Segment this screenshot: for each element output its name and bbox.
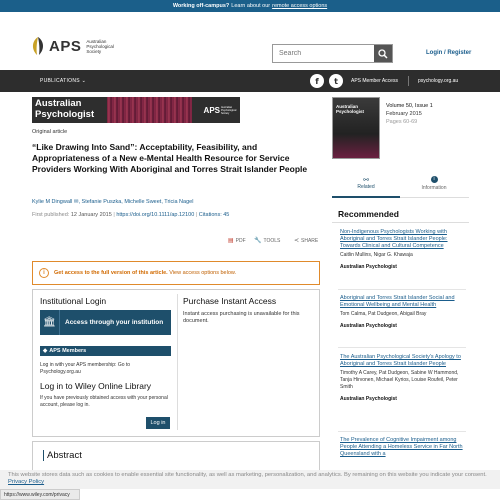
article-title: “Like Drawing Into Sand”: Acceptability, Feasibility, and Appropriateness of a New e‐Mental Health Resource for Service Providers Working With Aboriginal and Torres Strait Islander People bbox=[32, 142, 308, 174]
info-icon: i bbox=[39, 268, 49, 278]
nav-bar bbox=[0, 70, 500, 92]
privacy-policy-link[interactable]: Privacy Policy bbox=[8, 479, 45, 485]
log-in-button[interactable]: Log in bbox=[146, 417, 170, 429]
recommended-list bbox=[332, 222, 469, 472]
cover-title-line: Australian bbox=[336, 104, 359, 109]
recommended-item bbox=[340, 354, 465, 402]
recommended-title-link[interactable]: Aboriginal and Torres Strait Islander Social and Emotional Wellbeing and Mental Health bbox=[340, 295, 455, 308]
recommended-title-link[interactable]: The Prevalence of Cognitive Impairment among People Attending a Homeless Service in Far North Queensland with a bbox=[340, 437, 463, 457]
tools-button[interactable] bbox=[254, 237, 280, 244]
aps-logo[interactable] bbox=[30, 36, 114, 56]
share-label: SHARE bbox=[301, 237, 319, 244]
member-login-text: Log in with your APS membership: Go to Psychology.org.au bbox=[40, 362, 131, 375]
institutional-login-heading: Institutional Login bbox=[40, 296, 107, 306]
tab-related-label: Related bbox=[357, 184, 375, 190]
login-register-link[interactable]: Login / Register bbox=[426, 50, 472, 56]
banner-pattern bbox=[107, 97, 192, 123]
banner-aps-logo: APS bbox=[203, 106, 220, 115]
issue-info bbox=[386, 102, 433, 126]
first-published-date: 12 January 2015 bbox=[70, 212, 112, 218]
publications-menu[interactable]: PUBLICATIONS ⌄ bbox=[40, 78, 87, 84]
sidebar-tabs bbox=[332, 174, 469, 198]
info-separator: | bbox=[113, 212, 115, 218]
publication-info bbox=[32, 212, 229, 218]
recommended-authors: Timothy A Carey, Pat Dudgeon, Sabine W Hammond, Tanja Hirvonen, Michael Kyrios, Louise Roufeil, Peter Smith bbox=[340, 370, 459, 390]
search-box bbox=[272, 44, 393, 63]
issue-pages: Pages 60-69 bbox=[386, 119, 418, 125]
wrench-icon: 🔧 bbox=[254, 237, 262, 244]
recommended-item bbox=[340, 295, 465, 329]
status-bar-url: https://www.wiley.com/privacy bbox=[0, 489, 80, 500]
view-access-options-link[interactable]: View access options below. bbox=[169, 270, 237, 276]
aps-members-bar[interactable] bbox=[40, 346, 171, 356]
remote-access-link[interactable]: remote access options bbox=[272, 3, 328, 9]
remote-access-text: Learn about our bbox=[231, 3, 271, 9]
tools-label: TOOLS bbox=[263, 237, 281, 244]
journal-cover[interactable] bbox=[332, 97, 380, 159]
site-header bbox=[0, 12, 500, 70]
panel-divider bbox=[177, 294, 178, 430]
logo-sub-line: Australian bbox=[86, 38, 107, 44]
banner-aps-subtitle: Australian Psychological Society bbox=[221, 106, 237, 115]
journal-banner-title bbox=[35, 99, 94, 120]
banner-title-line: Psychologist bbox=[35, 108, 95, 120]
facebook-icon[interactable]: f bbox=[310, 74, 324, 88]
recommended-authors: Tom Calma, Pat Dudgeon, Abigail Bray bbox=[340, 311, 427, 317]
logo-sub-line: Psychological bbox=[86, 43, 114, 49]
get-access-banner bbox=[32, 261, 320, 285]
aps-leaf-icon: ◆ bbox=[43, 348, 48, 354]
info-dot-icon: i bbox=[431, 176, 438, 183]
purchase-heading: Purchase Instant Access bbox=[183, 296, 277, 306]
logo-subtitle bbox=[86, 39, 114, 54]
twitter-icon[interactable]: t bbox=[329, 74, 343, 88]
list-divider bbox=[338, 431, 466, 432]
recommended-item bbox=[340, 437, 465, 458]
logo-text: APS bbox=[49, 37, 82, 55]
recommended-journal: Australian Psychologist bbox=[340, 323, 397, 329]
doi-link[interactable]: https://doi.org/10.1111/ap.12100 bbox=[116, 212, 195, 218]
institution-access-button[interactable] bbox=[40, 310, 171, 335]
aps-leaf-icon bbox=[30, 36, 46, 56]
tab-related[interactable] bbox=[332, 176, 400, 190]
info-separator: | bbox=[195, 212, 198, 218]
article-authors[interactable]: Kylie M Dingwall ✉, Stefanie Puszka, Michelle Sweet, Tricia Nagel bbox=[32, 199, 194, 205]
recommended-authors: Caitlin Mullins, Nigar G. Khawaja bbox=[340, 252, 413, 258]
pdf-button[interactable] bbox=[228, 237, 246, 244]
active-tab-indicator bbox=[332, 196, 400, 198]
get-access-text: Get access to the full version of this article. bbox=[54, 270, 168, 276]
aps-member-access-link[interactable]: APS Member Access bbox=[351, 78, 398, 84]
cookie-banner bbox=[0, 470, 500, 489]
recommended-title-link[interactable]: The Australian Psychological Society's Apology to Aboriginal and Torres Strait Islander People bbox=[340, 354, 461, 367]
journal-banner[interactable] bbox=[32, 97, 240, 123]
share-button[interactable] bbox=[294, 237, 318, 244]
pdf-label: PDF bbox=[235, 237, 246, 244]
institution-icon: 🏛 bbox=[40, 310, 60, 335]
cover-title-line: Psychologist bbox=[336, 109, 365, 114]
article-type: Original article bbox=[32, 129, 68, 135]
list-divider bbox=[338, 289, 466, 290]
access-options-panel bbox=[32, 289, 320, 437]
first-published-label: First published: bbox=[32, 212, 70, 218]
banner-title-line: Australian bbox=[35, 98, 82, 109]
remote-access-bar bbox=[0, 0, 500, 12]
nav-divider bbox=[408, 76, 409, 86]
recommended-title-link[interactable]: Non‐Indigenous Psychologists Working with Aboriginal and Torres Strait Islander People: Towards Clinical and Cultural Competence bbox=[340, 229, 448, 249]
share-icon: ≺ bbox=[294, 237, 300, 244]
recommended-journal: Australian Psychologist bbox=[340, 396, 397, 402]
wiley-login-text: If you have previously obtained access with your personal account, please log in. bbox=[40, 395, 168, 408]
wiley-login-heading: Log in to Wiley Online Library bbox=[40, 381, 152, 391]
institution-button-label: Access through your institution bbox=[65, 318, 164, 326]
volume-issue-link[interactable]: Volume 50, Issue 1 bbox=[386, 103, 433, 109]
purchase-text: Instant access purchasing is unavailable for this document. bbox=[183, 311, 300, 324]
recommended-journal: Australian Psychologist bbox=[340, 264, 397, 270]
recommended-heading: Recommended bbox=[338, 209, 399, 219]
cookie-text: This website stores data such as cookies to enable essential site functionality, as well as marketing, personalization, and analytics. By remaining on this website you indicate your consent. bbox=[8, 472, 487, 478]
aps-members-label: APS Members bbox=[49, 348, 87, 354]
psychology-site-link[interactable]: psychology.org.au bbox=[418, 78, 459, 84]
recommended-item bbox=[340, 229, 465, 270]
issue-date: February 2015 bbox=[386, 111, 422, 117]
tab-information[interactable] bbox=[400, 176, 468, 191]
abstract-heading: Abstract bbox=[43, 450, 82, 461]
off-campus-label: Working off-campus? bbox=[172, 3, 230, 9]
list-divider bbox=[338, 347, 466, 348]
cover-title bbox=[336, 104, 364, 114]
search-input[interactable] bbox=[273, 45, 374, 62]
logo-sub-line: Society bbox=[86, 48, 102, 54]
pdf-icon: ▤ bbox=[228, 237, 234, 244]
tab-information-label: Information bbox=[421, 185, 447, 191]
abstract-section bbox=[32, 441, 320, 471]
search-button[interactable] bbox=[374, 45, 392, 62]
related-icon: ⚯ bbox=[363, 176, 369, 184]
citations-link[interactable]: Citations: 45 bbox=[198, 212, 230, 218]
search-icon bbox=[378, 49, 388, 59]
